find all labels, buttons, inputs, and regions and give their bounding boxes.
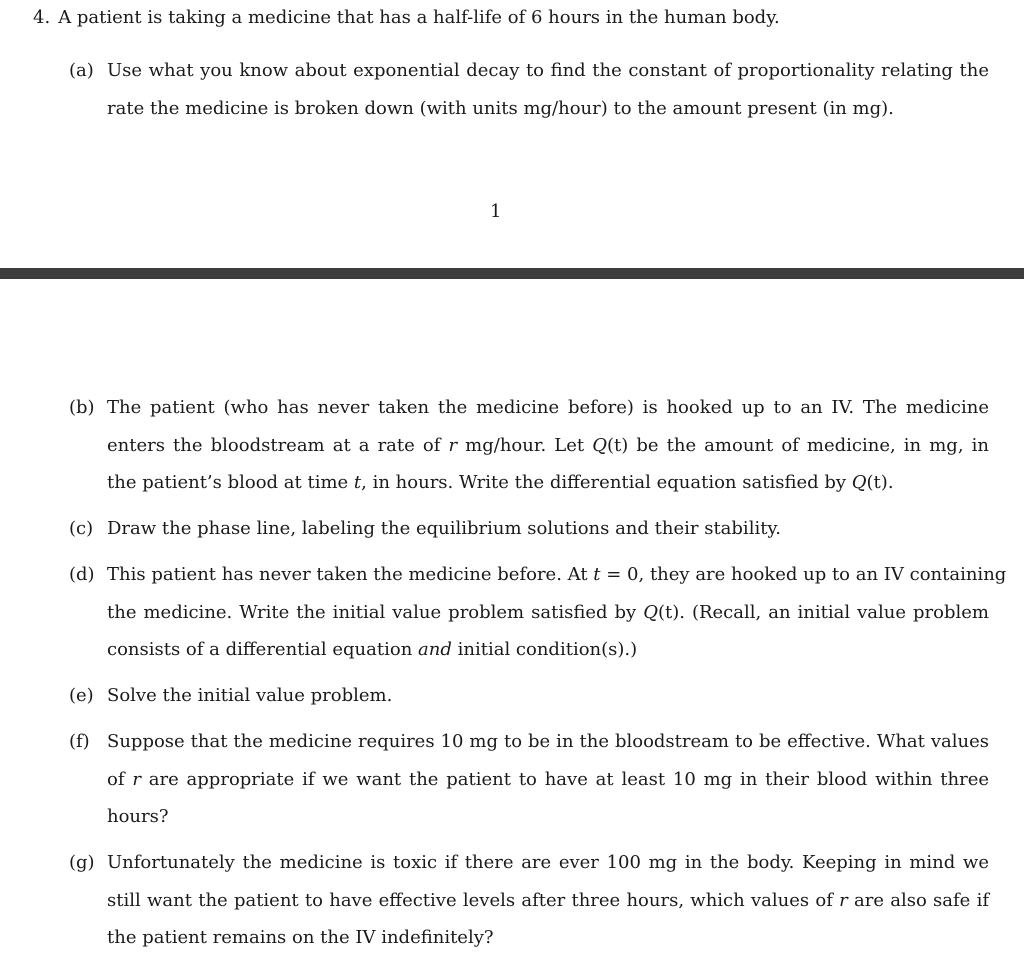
function-q: Q <box>592 434 607 456</box>
part-d-text <box>107 556 1007 669</box>
part-f-text <box>107 723 989 836</box>
part-f-line-2: of r are appropriate if we want the patient to have at least 10 mg in their blood within three <box>107 768 989 790</box>
part-d <box>69 556 1007 669</box>
part-e-text: Solve the initial value problem. <box>107 685 393 706</box>
part-d-line-3: consists of a differential equation and initial condition(s).) <box>107 639 638 660</box>
problem-text: A patient is taking a medicine that has a half-life of 6 hours in the human body. <box>58 7 780 28</box>
part-a-label: (a) <box>69 60 94 81</box>
part-g-line-3: the patient remains on the IV indefinitely? <box>107 927 494 948</box>
problem-statement <box>33 6 780 30</box>
part-d-label: (d) <box>69 564 95 585</box>
page-2 <box>0 279 1024 971</box>
variable-t: t <box>353 472 362 493</box>
part-c-text: Draw the phase line, labeling the equilibrium solutions and their stability. <box>107 518 781 539</box>
part-g-line-2: still want the patient to have effective levels after three hours, which values of r are also safe if <box>107 889 989 911</box>
part-a-text <box>107 52 989 127</box>
part-a-line-2: rate the medicine is broken down (with units mg/hour) to the amount present (in mg). <box>107 97 894 119</box>
part-e-label: (e) <box>69 685 94 706</box>
part-a <box>69 52 989 127</box>
part-d-line-1: This patient has never taken the medicine before. At t = 0, they are hooked up to an IV containing <box>107 564 1007 585</box>
part-g-text <box>107 844 989 957</box>
variable-r: r <box>132 768 141 790</box>
part-f-line-3: hours? <box>107 806 169 827</box>
part-f-line-1: Suppose that the medicine requires 10 mg to be in the bloodstream to be effective. What values <box>107 731 989 752</box>
problem-number: 4. <box>33 7 51 28</box>
emphasis-and: and <box>418 639 452 660</box>
part-g-line-1: Unfortunately the medicine is toxic if there are ever 100 mg in the body. Keeping in mind we <box>107 852 989 873</box>
part-f-label: (f) <box>69 731 90 752</box>
part-c <box>69 510 989 548</box>
part-a-line-1: Use what you know about exponential decay to find the constant of proportionality relating the <box>107 60 989 81</box>
variable-t: t <box>593 564 601 585</box>
variable-r: r <box>839 889 848 911</box>
part-b-line-2: enters the bloodstream at a rate of r mg/hour. Let Q(t) be the amount of medicine, in mg, in <box>107 434 989 456</box>
part-b-label: (b) <box>69 397 95 418</box>
part-b-text <box>107 389 989 502</box>
part-f <box>69 723 989 836</box>
part-d-line-2: the medicine. Write the initial value problem satisfied by Q(t). (Recall, an initial value problem <box>107 601 989 623</box>
part-g <box>69 844 989 957</box>
function-q: Q <box>643 601 658 623</box>
function-q: Q <box>851 472 867 493</box>
part-b-line-3: the patient’s blood at time t, in hours. Write the differential equation satisfied by Q(t). <box>107 472 894 493</box>
page-separator <box>0 268 1024 279</box>
part-c-label: (c) <box>69 518 94 539</box>
variable-r: r <box>448 434 458 456</box>
part-e <box>69 677 989 715</box>
page-number: 1 <box>490 201 502 222</box>
page-1 <box>0 0 1024 268</box>
part-g-label: (g) <box>69 852 95 873</box>
part-b-line-1: The patient (who has never taken the medicine before) is hooked up to an IV. The medicine <box>107 397 989 418</box>
part-b <box>69 389 989 502</box>
